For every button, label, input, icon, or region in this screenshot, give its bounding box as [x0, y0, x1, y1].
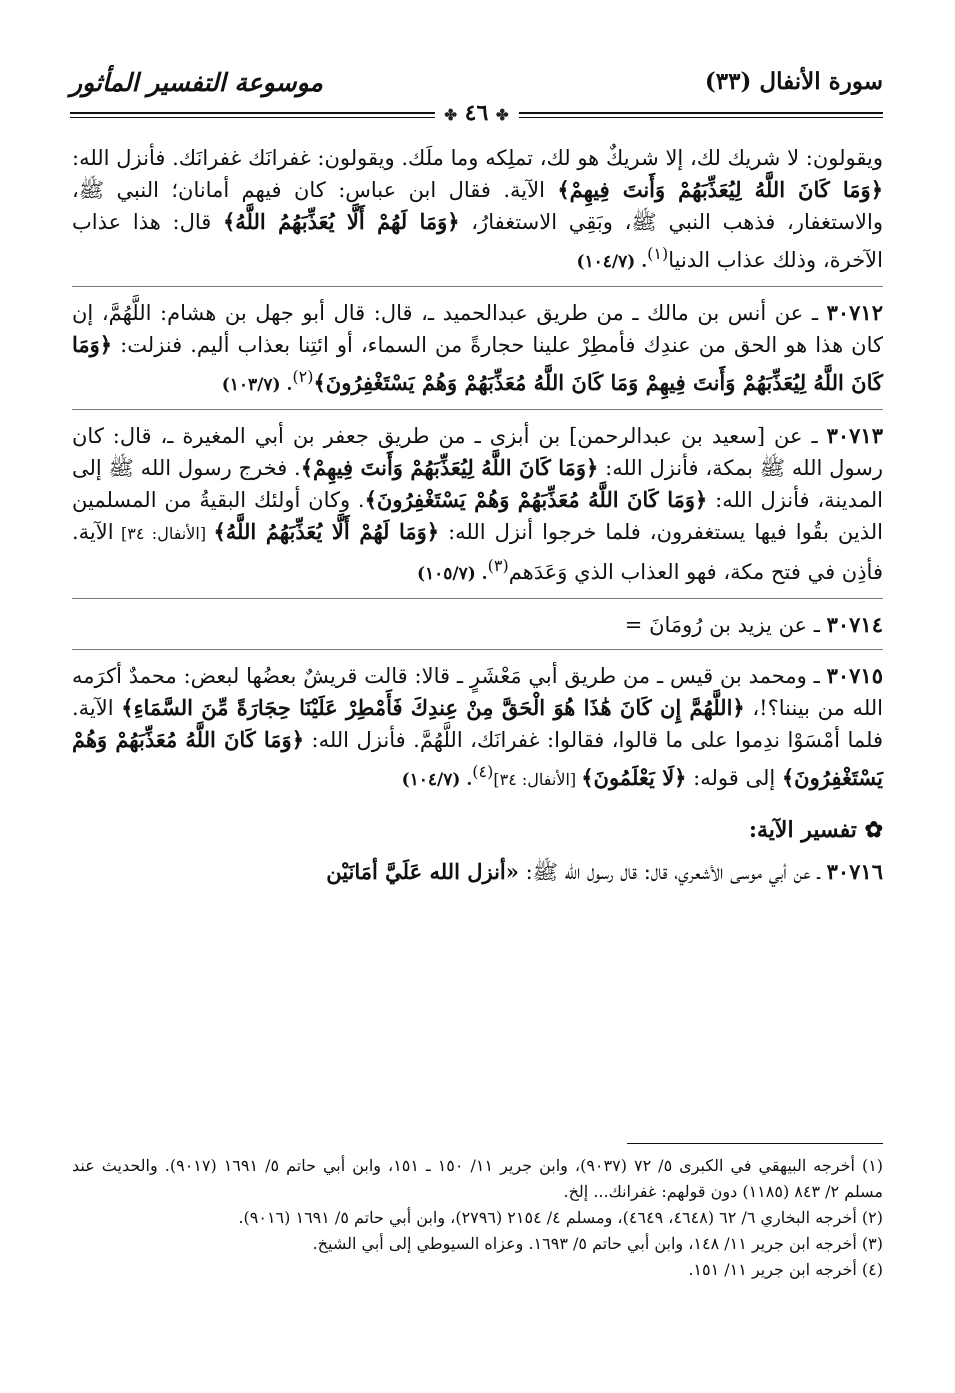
footnote-4: (٤) أخرجه ابن جرير ١١/ ١٥١. — [688, 1260, 883, 1279]
separator — [72, 598, 883, 599]
quran-verse: ﴿لَا يَعْلَمُونَ﴾ — [581, 765, 687, 790]
hadith-number: ٣٠٧١٤ — [826, 612, 883, 637]
volume-ref: . (١٠٣/٧) — [221, 375, 293, 395]
hadith-30715 — [72, 660, 883, 796]
hadith-number: ٣٠٧١٥ — [826, 663, 883, 688]
separator — [72, 649, 883, 650]
page-number: ٤٦ — [464, 100, 489, 126]
separator — [72, 286, 883, 287]
ayah-reference: [الأنفال: ٣٤] — [113, 524, 214, 543]
text: الآية. فلما أمْسَوْا ندِموا على ما قالوا، فقالوا: غفرانَك، اللَّهُمَّ. فأنزل الله: — [72, 696, 883, 752]
hadith-number: ٣٠٧١٢ — [826, 300, 883, 325]
paragraph-continuation — [72, 142, 883, 278]
ornament-icon: ✤ — [495, 106, 509, 124]
footnote-2: (٢) أخرجه البخاري ٦/ ٦٢ (٤٦٤٨، ٤٦٤٩)، ومسلم ٤/ ٢١٥٤ (٢٧٩٦)، وابن أبي حاتم ٥/ ١٦٩١ (٩٠١٦). — [238, 1208, 883, 1227]
footnote-3: (٣) أخرجه ابن جرير ١١/ ١٤٨، وابن أبي حاتم ٥/ ١٦٩٣. وعزاه السيوطي إلى أبي الشيخ. — [312, 1234, 883, 1253]
hadith-30716 — [72, 856, 883, 888]
text: إلى قوله: — [686, 766, 782, 790]
volume-ref: . (١٠٤/٧) — [401, 770, 473, 790]
footnote-marker[interactable]: (٤) — [472, 762, 494, 781]
footnotes — [72, 1153, 883, 1283]
quran-verse: ﴿اللَّهُمَّ إِن كَانَ هَٰذَا هُوَ الْحَقَّ مِنْ عِندِكَ فَأَمْطِرْ عَلَيْنَا حِجَارَةً مِّنَ السَّمَاءِ﴾ — [121, 695, 745, 720]
text: الآية. فقال ابن عباس: كان فيهم أمانان؛ النبي ﷺ، والاستغفار، فذهب النبي ﷺ، وبَقِي الاستغفارُ، — [72, 178, 883, 234]
text: ـ عن [سعيد بن عبدالرحمن] بن أبزى ـ من طريق جعفر بن أبي المغيرة ـ، قال: كان رسول الله ﷺ بمكة، فأنزل الله: — [72, 424, 883, 480]
text: ـ عن أبي موسى الأشعري، قال: قال رسول الله ﷺ: — [518, 860, 827, 884]
text: . فخرج رسول الله ﷺ إلى المدينة، فأنزل الله: — [72, 456, 883, 512]
quran-verse: ﴿وَمَا كَانَ اللَّهُ لِيُعَذِّبَهُمْ وَأَنتَ فِيهِمْ﴾ — [557, 177, 883, 202]
hadith-quote: «أنزل الله عَلَيَّ أمَانَيْن — [326, 859, 519, 884]
hadith-number: ٣٠٧١٣ — [826, 423, 883, 448]
hadith-number: ٣٠٧١٦ — [826, 859, 883, 884]
volume-ref: . (١٠٥/٧) — [416, 564, 488, 584]
quran-verse: ﴿وَمَا كَانَ اللَّهُ لِيُعَذِّبَهُمْ وَأَنتَ فِيهِمْ وَمَا كَانَ اللَّهُ مُعَذِّبَهُمْ وَهُمْ يَسْتَغْفِرُونَ﴾ — [72, 332, 883, 395]
footnote-marker[interactable]: (٢) — [292, 367, 314, 386]
ornament-icon: ✤ — [444, 106, 458, 124]
section-heading — [72, 814, 883, 846]
volume-ref: . (١٠٤/٧) — [576, 252, 648, 272]
footnote-rule — [627, 1143, 883, 1144]
page-number-box — [434, 100, 518, 126]
text: ويقولون: لا شريك لك، إلا شريكٌ هو لك، تملِكه وما ملَك. ويقولون: غفرانَك غفرانَك. فأنزل الله: — [72, 146, 883, 170]
hadith-30714 — [72, 609, 883, 641]
footnote-marker[interactable]: (٣) — [487, 556, 509, 575]
page-header — [70, 66, 883, 126]
hadith-30712 — [72, 297, 883, 401]
hadith-30713 — [72, 420, 883, 590]
quran-verse: ﴿وَمَا كَانَ اللَّهُ مُعَذِّبَهُمْ وَهُمْ يَسْتَغْفِرُونَ﴾ — [364, 487, 708, 512]
quran-verse: ﴿وَمَا لَهُمْ أَلَّا يُعَذِّبَهُمُ اللَّهُ﴾ — [213, 519, 440, 544]
text: ـ عن يزيد بن رُومَانَ = — [624, 613, 827, 637]
book-title: موسوعة التفسير المأثور — [70, 68, 323, 97]
flower-icon: ✿ — [864, 817, 883, 843]
text: ـ ومحمد بن قيس ـ من طريق أبي مَعْشَرٍ ـ قالا: قالت قريشٌ بعضُها لبعض: محمدٌ أكرَمه الله من بيننا؟!، — [72, 664, 884, 720]
text: قال: هذا عذاب الآخرة، وذلك عذاب الدنيا — [72, 210, 883, 272]
text: ـ عن أنس بن مالك ـ من طريق عبدالحميد ـ، قال: قال أبو جهل بن هشام: اللَّهُمَّ، إن كان هذا هو الحق من عندِك فأمطِرْ علينا حجارةً من السماء، أو ائتِنا بعذاب أليم. فنزلت: — [72, 301, 883, 357]
footnote-marker[interactable]: (١) — [647, 244, 669, 263]
section-title: تفسير الآية: — [748, 817, 857, 843]
ayah-reference: [الأنفال: ٣٤] — [493, 770, 582, 789]
surah-title: سورة الأنفال (٣٣) — [704, 68, 883, 95]
text: الآية. فأذِن في فتح مكة، فهو العذاب الذي وَعَدَهم — [72, 520, 883, 584]
text: . وكان أولئك البقيةُ من المسلمين الذين بقُوا فيها يستغفرون، فلما خرجوا أنزل الله: — [72, 488, 884, 544]
quran-verse: ﴿وَمَا كَانَ اللَّهُ لِيُعَذِّبَهُمْ وَأَنتَ فِيهِمْ﴾ — [300, 455, 599, 480]
quran-verse: ﴿وَمَا كَانَ اللَّهُ مُعَذِّبَهُمْ وَهُمْ يَسْتَغْفِرُونَ﴾ — [72, 727, 883, 790]
quran-verse: ﴿وَمَا لَهُمْ أَلَّا يُعَذِّبَهُمُ اللَّهُ﴾ — [222, 209, 460, 234]
footnote-1: (١) أخرجه البيهقي في الكبرى ٥/ ٧٢ (٩٠٣٧)، وابن جرير ١١/ ١٥٠ ـ ١٥١، وابن أبي حاتم ٥/ ١٦٩١ (٩٠١٧). والحديث عند مسلم ٢/ ٨٤٣ (١١٨٥) دون قولهم: غفرانك... إلخ. — [72, 1156, 884, 1201]
separator — [72, 409, 883, 410]
main-text — [72, 142, 883, 888]
